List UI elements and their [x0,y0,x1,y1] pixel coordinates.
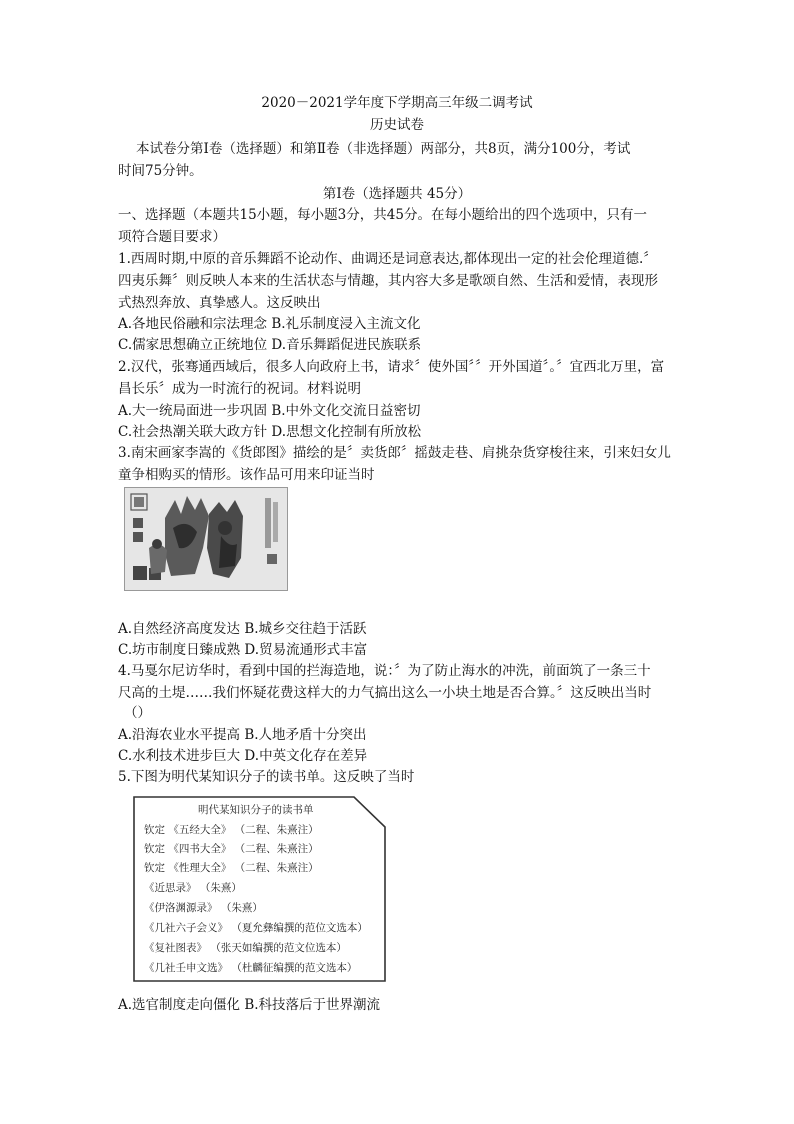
q5-stem-line-1: 5.下图为明代某知识分子的读书单。这反映了当时 [118,769,415,785]
subject-title: 历史试卷 [370,117,424,133]
q4-options-cd: C.水利技术进步巨大 D.中英文化存在差异 [118,748,368,764]
section-title: 第Ⅰ卷（选择题共 45分） [322,186,472,202]
intro-line-2: 时间75分钟。 [118,163,203,179]
reading-list-row: 《复社图表》 （张天如编撰的范文位选本） [144,942,347,954]
section-instructions-1: 一、选择题（本题共15小题，每小题3分，共45分。在每小题给出的四个选项中，只有一 [118,207,647,223]
q2-options-cd: C.社会热潮关联大政方针 D.思想文化控制有所放松 [118,424,422,440]
q1-stem-line-3: 式热烈奔放、真挚感人。这反映出 [118,295,321,311]
q3-stem-line-1: 3.南宋画家李嵩的《货郎图》描绘的是〞卖货郎〞摇鼓走巷、肩挑杂货穿梭往来，引来妇女儿 [118,445,671,461]
q5-options-ab: A.选官制度走向僵化 B.科技落后于世界潮流 [118,997,381,1013]
q2-stem-line-1: 2.汉代，张骞通西域后，很多人向政府上书，请求〞使外国〞〞开外国道〞。〞宜西北万里，富 [118,359,665,375]
reading-list-row: 《几社六子会义》 （夏允彝编撰的范位文选本） [144,922,368,934]
reading-list-row: 《近思录》 （朱熹） [144,882,242,894]
q3-options-cd: C.坊市制度日臻成熟 D.贸易流通形式丰富 [118,642,368,658]
q4-stem-line-1: 4.马戛尔尼访华时，看到中国的拦海造地，说：〞为了防止海水的冲洗，前面筑了一条三十 [118,663,651,679]
reading-list-row: 钦定 《四书大全》 （二程、朱熹注） [144,843,319,855]
huolang-painting-image [124,487,288,591]
q4-stem-line-2: 尺高的土堤……我们怀疑花费这样大的力气搞出这么一小块土地是否合算。〞这反映出当时 [118,685,652,701]
q2-options-ab: A.大一统局面进一步巩固 B.中外文化交流日益密切 [118,403,421,419]
reading-list-row: 《几社壬申文选》 （杜麟征编撰的范文选本） [144,962,358,974]
q4-options-ab: A.沿海农业水平提高 B.人地矛盾十分突出 [118,727,367,743]
q2-stem-line-2: 昌长乐〞成为一时流行的祝词。材料说明 [118,381,361,397]
reading-list-title: 明代某知识分子的读书单 [198,804,314,816]
q1-options-ab: A.各地民俗融和宗法理念 B.礼乐制度浸入主流文化 [118,316,421,332]
reading-list-figure [132,795,387,983]
intro-line-1: 本试卷分第Ⅰ卷（选择题）和第Ⅱ卷（非选择题）两部分，共8页，满分100分，考试 [136,141,631,157]
reading-list-row: 《伊洛渊源录》 （朱熹） [144,902,263,914]
exam-title: 2020－2021学年度下学期高三年级二调考试 [261,95,533,111]
reading-list-row: 钦定 《五经大全》 （二程、朱熹注） [144,824,319,836]
reading-list-row: 钦定 《性理大全》 （二程、朱熹注） [144,862,319,874]
q4-stem-line-3: （） [124,705,151,721]
section-instructions-2: 项符合题目要求） [118,229,226,245]
q3-stem-line-2: 童争相购买的情形。该作品可用来印证当时 [118,467,375,483]
q1-options-cd: C.儒家思想确立正统地位 D.音乐舞蹈促进民族联系 [118,337,422,353]
q1-stem-line-1: 1.西周时期,中原的音乐舞蹈不论动作、曲调还是词意表达,都体现出一定的社会伦理道德.〞 [118,251,657,267]
q3-options-ab: A.自然经济高度发达 B.城乡交往趋于活跃 [118,621,367,637]
q1-stem-line-2: 四夷乐舞〞则反映人本来的生活状态与情趣，其内容大多是歌颂自然、生活和爱情，表现形 [118,273,658,289]
